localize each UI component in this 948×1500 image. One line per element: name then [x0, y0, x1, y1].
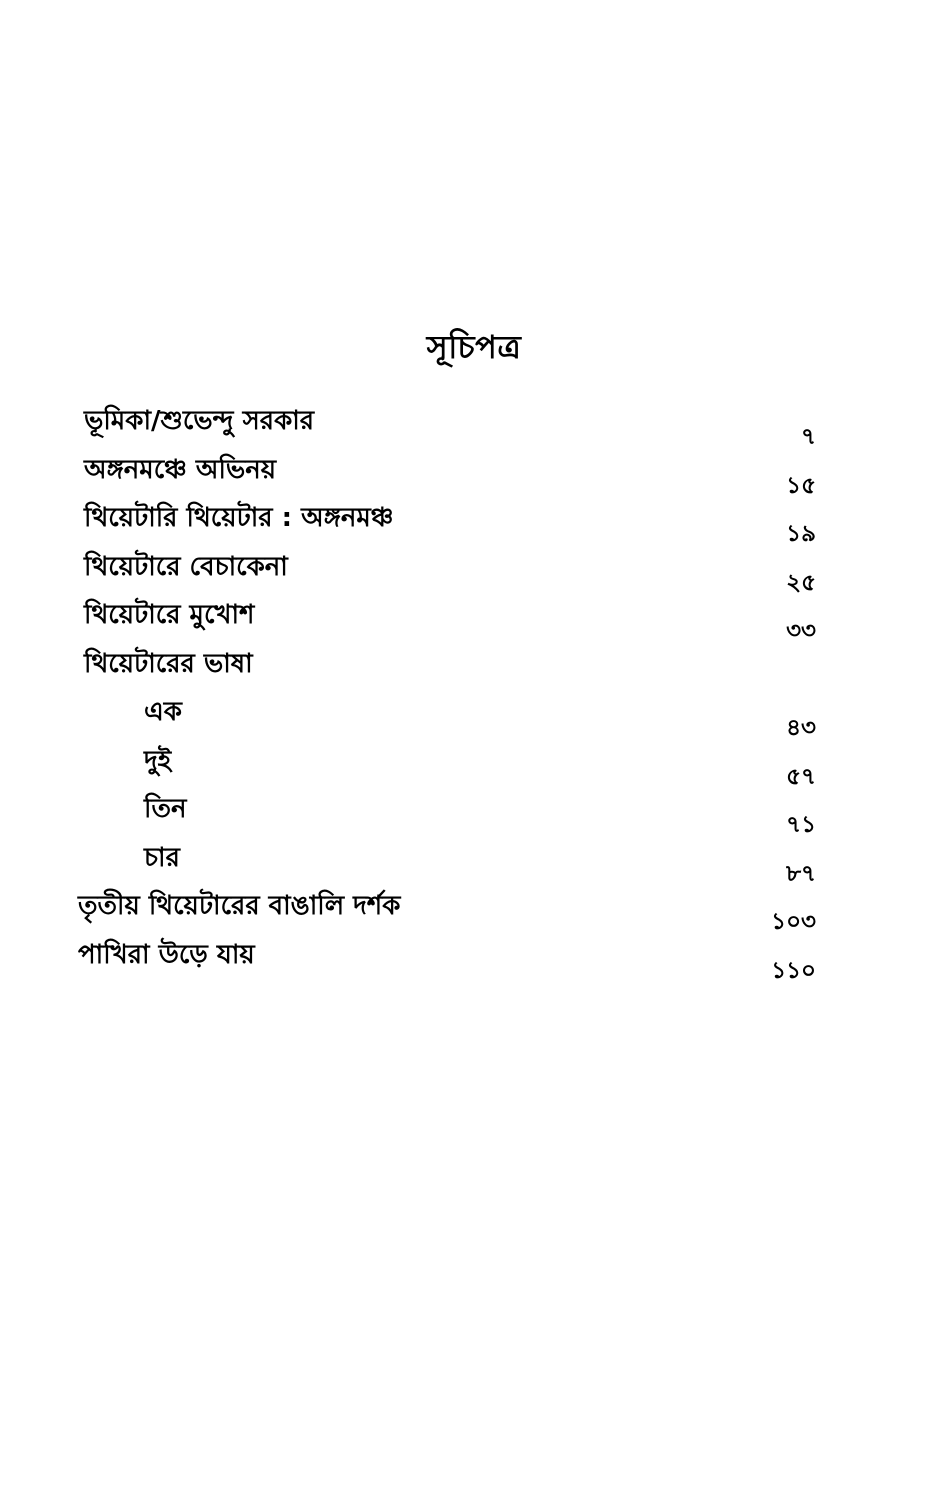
- toc-entry-title: থিয়েটারের ভাষা: [84, 648, 253, 679]
- toc-entry-title: থিয়েটারি থিয়েটার : অঙ্গনমঞ্চ: [84, 503, 394, 533]
- toc-entry-page-number: ৫৭: [786, 763, 816, 790]
- toc-entry-page-number: ১১০: [771, 957, 816, 984]
- toc-subentry: [0, 740, 948, 789]
- toc-subentry: [0, 788, 948, 837]
- page-title: সূচিপত্র: [426, 328, 522, 366]
- toc-entry-page-number: ৩৩: [786, 618, 816, 644]
- toc-section-heading: [0, 643, 948, 692]
- toc-entry-title: অঙ্গনমঞ্চে অভিনয়: [84, 454, 277, 485]
- toc-entry: [0, 497, 948, 546]
- toc-entry-title: থিয়েটারে মুখোশ: [84, 600, 255, 630]
- toc-entry-title: পাখিরা উড়ে যায়: [78, 939, 255, 970]
- toc-entry: [0, 546, 948, 595]
- toc-entry: [0, 400, 948, 449]
- toc-entry-title: তিন: [144, 794, 187, 824]
- toc-entry-page-number: ২৫: [786, 569, 816, 596]
- toc-entry-page-number: ১৫: [786, 472, 816, 499]
- toc-entry-title: দুই: [144, 745, 172, 776]
- toc-subentry: [0, 691, 948, 740]
- toc-entry-page-number: ৭১: [786, 812, 816, 838]
- toc-entry-page-number: ১০৩: [771, 909, 816, 935]
- toc-entry: [0, 449, 948, 498]
- toc-subentry: [0, 837, 948, 886]
- toc-entry: [0, 594, 948, 643]
- table-of-contents: [0, 400, 948, 982]
- toc-entry: [0, 934, 948, 983]
- toc-entry-title: ভূমিকা/শুভেন্দু সরকার: [84, 406, 315, 436]
- toc-entry-title: থিয়েটারে বেচাকেনা: [84, 551, 288, 582]
- toc-entry-page-number: ১৯: [786, 521, 816, 547]
- toc-entry-title: চার: [144, 842, 180, 873]
- toc-entry-title: তৃতীয় থিয়েটারের বাঙালি দর্শক: [78, 891, 401, 921]
- toc-entry-page-number: ৭: [801, 424, 816, 450]
- toc-entry-title: এক: [144, 697, 182, 727]
- toc-entry: [0, 885, 948, 934]
- toc-entry-page-number: ৪৩: [786, 715, 816, 741]
- toc-entry-page-number: ৮৭: [786, 860, 816, 887]
